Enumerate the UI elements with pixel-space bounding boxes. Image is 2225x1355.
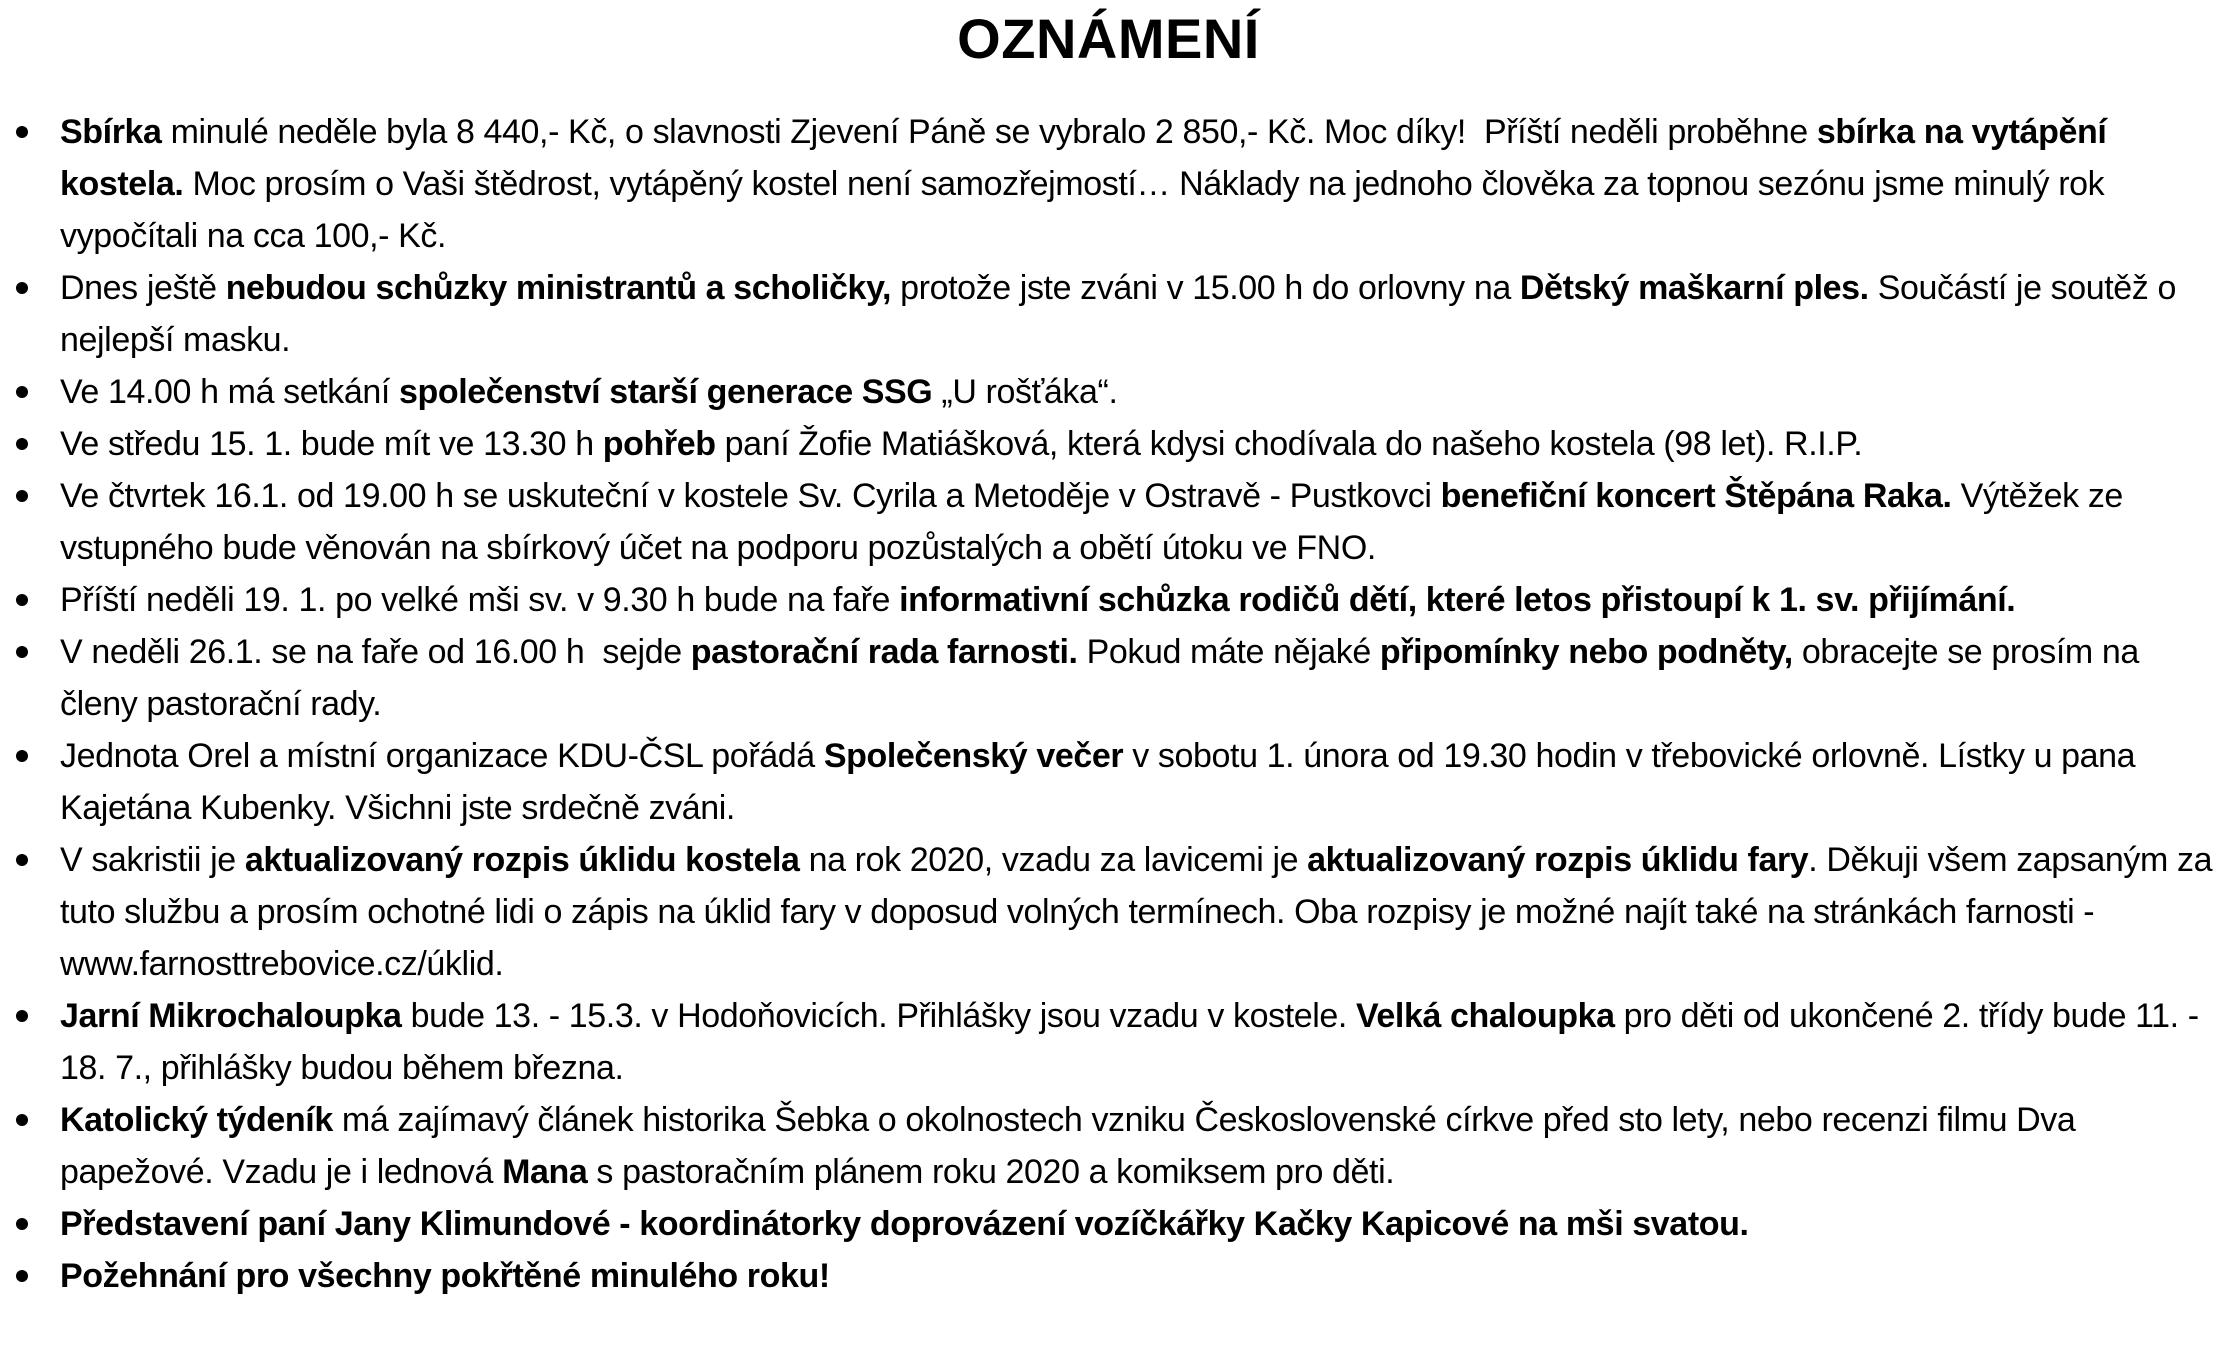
bullet-marker [14, 626, 60, 678]
text-run: Katolický týdeník [60, 1101, 333, 1139]
text-run: Jednota Orel a místní organizace KDU-ČSL pořádá [60, 737, 824, 775]
text-run: V neděli 26.1. se na faře od 16.00 h sejde [60, 633, 691, 671]
announcement-item [14, 990, 2217, 1094]
announcement-list [0, 106, 2222, 1302]
text-run: „U rošťáka“. [932, 373, 1118, 411]
bullet-marker [14, 418, 60, 470]
text-run: Dětský maškarní ples. [1519, 269, 1869, 307]
text-run: Představení paní Jany Klimundové - koordinátorky doprovázení vozíčkářky Kačky Kapicové na mši svatou. [60, 1205, 1749, 1243]
text-run: obracejte se prosím na členy pastorační rady. [60, 633, 2148, 723]
bullet-marker [14, 470, 60, 522]
bullet-marker [14, 262, 60, 314]
text-run: paní Žofie Matiášková, která kdysi chodívala do našeho kostela (98 let). R.I.P. [715, 425, 1863, 463]
text-run: informativní schůzka rodičů dětí, které letos přistoupí k 1. sv. přijímání. [899, 581, 2016, 619]
text-run: minulé neděle byla 8 440,- Kč, o slavnosti Zjevení Páně se vybralo 2 850,- Kč. Moc díky! Příští neděli proběhne [161, 113, 1817, 151]
bullet-marker [14, 366, 60, 418]
bullet-marker [14, 1250, 60, 1302]
text-run: Ve 14.00 h má setkání [60, 373, 399, 411]
announcement-text [60, 1250, 2217, 1302]
announcement-text [60, 834, 2222, 990]
announcement-item [14, 1094, 2217, 1198]
text-run: Velká chaloupka [1356, 997, 1615, 1035]
announcement-text [60, 262, 2217, 366]
announcement-text [60, 1198, 2217, 1250]
announcement-item [14, 106, 2217, 262]
announcement-item [14, 1198, 2217, 1250]
text-run: benefiční koncert Štěpána Raka. [1440, 477, 1952, 515]
text-run: v sobotu 1. února od 19.30 hodin v třebovické orlovně. Lístky u pana Kajetána Kubenky. Všichni jste srdečně zváni. [60, 737, 2145, 827]
text-run: . Děkuji všem zapsaným za tuto službu a prosím ochotné lidi o zápis na úklid fary v doposud volných termínech. Oba rozpisy je možné najít také na stránkách farnosti - www.farnosttrebovice.cz/úklid. [60, 841, 2222, 983]
text-run: bude 13. - 15.3. v Hodoňovicích. Přihlášky jsou vzadu v kostele. [401, 997, 1357, 1035]
text-run: Ve čtvrtek 16.1. od 19.00 h se uskuteční v kostele Sv. Cyrila a Metoděje v Ostravě - Pustkovci [60, 477, 1441, 515]
text-run: nebudou schůzky ministrantů a scholičky, [225, 269, 892, 307]
bullet-marker [14, 834, 60, 886]
text-run: má zajímavý článek historika Šebka o okolnostech vzniku Československé církve před sto lety, nebo recenzi filmu Dva papežové. Vzadu je i lednová [60, 1101, 2085, 1191]
announcement-item [14, 366, 2217, 418]
text-run: Sbírka [60, 113, 162, 151]
announcement-item [14, 574, 2217, 626]
text-run: připomínky nebo podněty, [1379, 633, 1793, 671]
text-run: Společenský večer [823, 737, 1124, 775]
announcement-text [60, 106, 2217, 262]
announcement-text [60, 730, 2217, 834]
text-run: Jarní Mikrochaloupka [60, 997, 402, 1035]
announcement-text [60, 990, 2217, 1094]
page-title: OZNÁMENÍ [957, 7, 1260, 70]
text-run: sbírka na vytápění kostela. [60, 113, 2116, 203]
announcement-item [14, 470, 2217, 574]
bullet-marker [14, 730, 60, 782]
announcement-item [14, 262, 2217, 366]
bullet-marker [14, 574, 60, 626]
text-run: Výtěžek ze vstupného bude věnován na sbírkový účet na podporu pozůstalých a obětí útoku ve FNO. [60, 477, 2132, 567]
text-run: Příští neděli 19. 1. po velké mši sv. v 9.30 h bude na faře [60, 581, 900, 619]
text-run: Požehnání pro všechny pokřtěné minulého roku! [60, 1257, 830, 1295]
announcement-text [60, 574, 2217, 626]
text-run: na rok 2020, vzadu za lavicemi je [799, 841, 1308, 879]
announcement-text [60, 470, 2217, 574]
text-run: Pokud máte nějaké [1077, 633, 1380, 671]
bullet-marker [14, 1198, 60, 1250]
text-run: Ve středu 15. 1. bude mít ve 13.30 h [60, 425, 603, 463]
announcement-item [14, 834, 2222, 990]
text-run: pastorační rada farnosti. [690, 633, 1078, 671]
text-run: aktualizovaný rozpis úklidu fary [1307, 841, 1809, 879]
text-run: Mana [502, 1153, 588, 1191]
bullet-marker [14, 106, 60, 158]
text-run: s pastoračním plánem roku 2020 a komiksem pro děti. [587, 1153, 1395, 1191]
announcement-text [60, 418, 2217, 470]
announcement-item [14, 626, 2217, 730]
text-run: Součástí je soutěž o nejlepší masku. [60, 269, 2185, 359]
text-run: pohřeb [602, 425, 716, 463]
text-run: Dnes ještě [60, 269, 226, 307]
announcement-item [14, 1250, 2217, 1302]
bullet-marker [14, 990, 60, 1042]
text-run: aktualizovaný rozpis úklidu kostela [244, 841, 800, 879]
text-run: společenství starší generace SSG [399, 373, 933, 411]
text-run: protože jste zváni v 15.00 h do orlovny na [891, 269, 1520, 307]
bullet-marker [14, 1094, 60, 1146]
announcement-item [14, 418, 2217, 470]
announcement-text [60, 366, 2217, 418]
text-run: pro děti od ukončené 2. třídy bude 11. - 18. 7., přihlášky budou během března. [60, 997, 2208, 1087]
announcement-text [60, 1094, 2217, 1198]
text-run: Moc prosím o Vaši štědrost, vytápěný kostel není samozřejmostí… Náklady na jednoho člověka za topnou sezónu jsme minulý rok vypočítali na cca 100,- Kč. [60, 165, 2114, 255]
announcement-item [14, 730, 2217, 834]
announcement-text [60, 626, 2217, 730]
text-run: V sakristii je [60, 841, 245, 879]
